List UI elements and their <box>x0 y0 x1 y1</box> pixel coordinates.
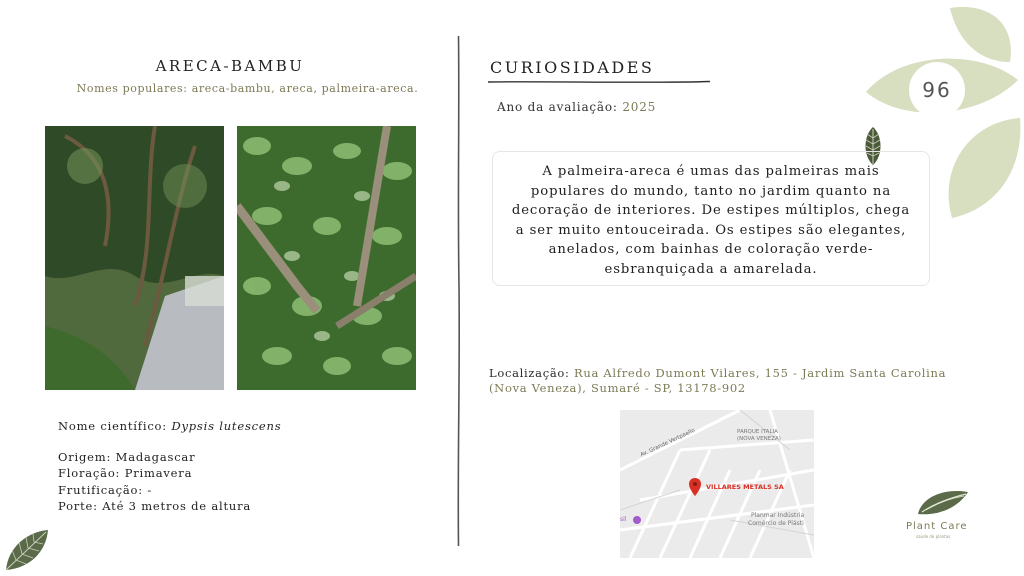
map-business-label-1: Planmar Indústria <box>751 512 805 519</box>
page-number: 96 <box>922 78 952 102</box>
map-neighborhood-label-1: PARQUE ITALIA <box>737 429 778 435</box>
location <box>489 366 979 396</box>
logo-tagline: saúde de plantas <box>916 534 951 539</box>
map-edge-label: sil <box>620 516 627 523</box>
location-address: Rua Alfredo Dumont Vilares, 155 - Jardim Santa Carolina (Nova Veneza), Sumaré - SP, 13178-902 <box>489 366 947 395</box>
evaluation-year <box>497 100 656 114</box>
popular-names-value: areca-bambu, areca, palmeira-areca. <box>191 82 419 95</box>
scientific-name-label: Nome científico: <box>58 419 167 433</box>
origin-value: Madagascar <box>115 449 196 464</box>
flowering-label: Floração: <box>58 466 121 480</box>
map-place-label: VILLARES METALS SA <box>706 483 784 491</box>
plant-care-logo <box>912 486 972 518</box>
title-underline <box>488 80 710 84</box>
size-value: Até 3 metros de altura <box>102 499 252 513</box>
flowering-row <box>58 465 281 482</box>
popular-names <box>40 82 455 95</box>
column-divider <box>456 36 461 546</box>
leaf-shape <box>949 118 1021 218</box>
scientific-name: Dypsis lutescens <box>171 419 282 433</box>
plant-photo-leaves <box>237 126 416 390</box>
map-business-label-2: Comércio de Plásti <box>748 520 804 527</box>
location-map[interactable] <box>620 410 814 558</box>
year-label: Ano da avaliação: <box>497 100 618 114</box>
popular-names-label: Nomes populares: <box>76 82 188 95</box>
curiosities-text: A palmeira-areca é umas das palmeiras mais populares do mundo, tanto no jardim quanto na decoração de interiores. De estipes múltiplos, chega a ser muito entouceirada. Os estipes são elegantes, anelados, com bainhas de coloração verde-esbranquiçada a amarelada. <box>492 151 930 286</box>
leaf-icon <box>2 526 50 574</box>
flowering-value: Primavera <box>124 466 193 480</box>
year-value: 2025 <box>622 100 657 114</box>
plant-details <box>58 418 281 515</box>
location-label: Localização: <box>489 366 570 380</box>
scientific-name-row <box>58 418 281 435</box>
leaf-shape <box>950 7 1011 62</box>
fruiting-label: Frutificação: <box>58 482 143 497</box>
size-label: Porte: <box>58 499 98 513</box>
logo-name: Plant Care <box>906 521 968 532</box>
map-neighborhood-label-2: (NOVA VENEZA) <box>737 436 781 442</box>
origin-label: Origem: <box>58 449 112 464</box>
size-row <box>58 498 281 515</box>
poi-icon <box>633 516 641 524</box>
origin-row <box>58 449 281 466</box>
curiosities-title: CURIOSIDADES <box>490 58 655 77</box>
plant-title: ARECA-BAMBU <box>155 57 305 75</box>
fruiting-value: - <box>147 482 153 497</box>
map-street-label: Av. Grande Vertpaello <box>639 427 697 459</box>
plant-photo-trees <box>45 126 224 390</box>
fruiting-row <box>58 482 281 499</box>
